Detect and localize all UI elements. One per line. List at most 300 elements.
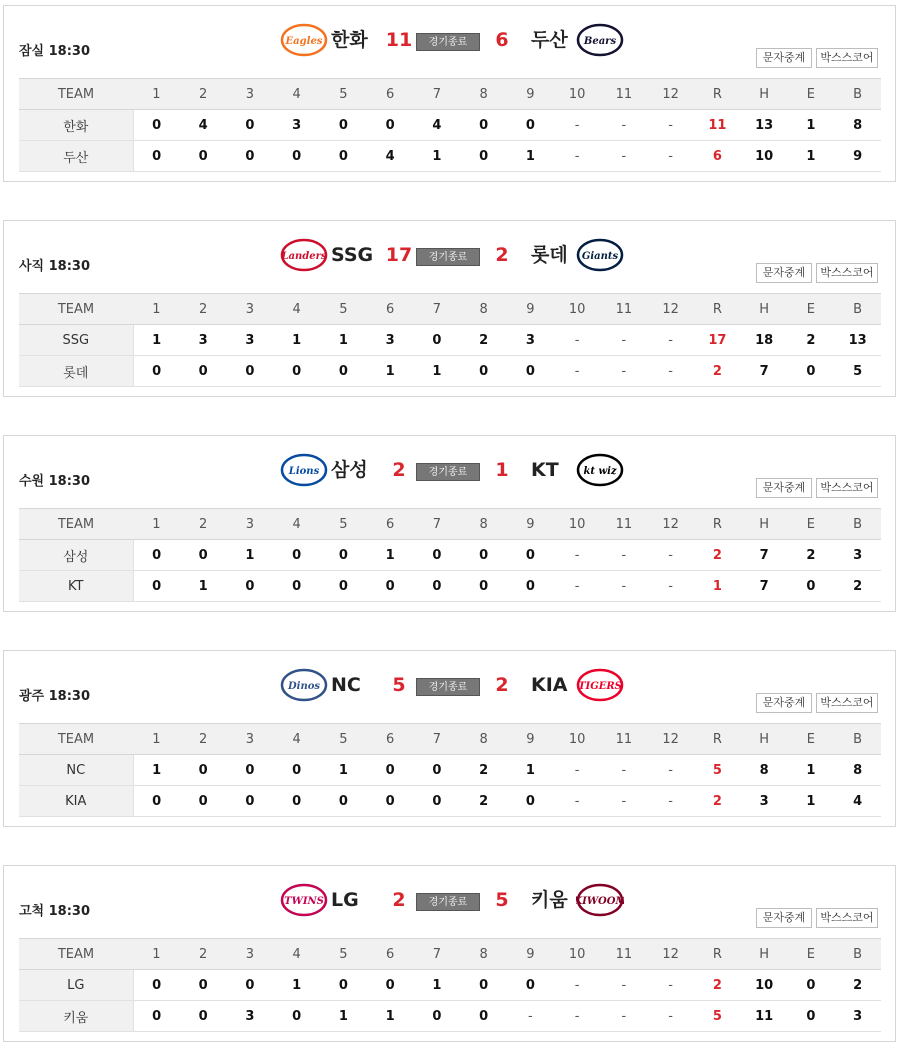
score-cell: 0 <box>133 970 180 1001</box>
score-cell: 0 <box>367 970 414 1001</box>
score-cell: 1 <box>227 540 274 571</box>
column-header: 3 <box>227 79 274 110</box>
score-cell: 3 <box>741 786 788 817</box>
score-cell: - <box>601 1001 648 1032</box>
table-row <box>19 571 881 602</box>
column-header: 3 <box>227 294 274 325</box>
score-cell: 0 <box>273 141 320 172</box>
score-cell: 0 <box>227 571 274 602</box>
score-cell: 3 <box>227 1001 274 1032</box>
column-header: B <box>834 294 881 325</box>
score-cell: 0 <box>180 755 227 786</box>
dinos-logo <box>280 667 328 703</box>
score-cell: 1 <box>133 325 180 356</box>
score-cell: 0 <box>460 540 507 571</box>
home-team-name: KT <box>531 459 559 481</box>
team-cell: 키움 <box>19 1001 133 1032</box>
column-header: 1 <box>133 294 180 325</box>
column-header: R <box>694 294 741 325</box>
score-cell: 5 <box>694 755 741 786</box>
score-cell: 0 <box>320 540 367 571</box>
score-cell: 1 <box>320 1001 367 1032</box>
tigers-logo <box>576 667 624 703</box>
team-cell: SSG <box>19 325 133 356</box>
scoreboard-table <box>19 938 881 1032</box>
game-card <box>3 650 896 827</box>
column-header: 7 <box>414 294 461 325</box>
score-cell: - <box>647 540 694 571</box>
score-cell: 11 <box>741 1001 788 1032</box>
away-team-score: 5 <box>392 674 406 696</box>
column-header: 7 <box>414 939 461 970</box>
home-team-score: 2 <box>495 674 509 696</box>
score-cell: 0 <box>320 356 367 387</box>
column-header: 6 <box>367 509 414 540</box>
score-cell: 0 <box>320 141 367 172</box>
column-header: 9 <box>507 724 554 755</box>
column-header: 12 <box>647 509 694 540</box>
column-header: B <box>834 79 881 110</box>
table-row <box>19 141 881 172</box>
score-cell: 1 <box>367 1001 414 1032</box>
column-header: 1 <box>133 79 180 110</box>
column-header: 12 <box>647 79 694 110</box>
score-cell: 0 <box>460 356 507 387</box>
team-cell: LG <box>19 970 133 1001</box>
away-team-name: LG <box>331 889 359 911</box>
svg-text:TWINS: TWINS <box>284 896 324 907</box>
score-cell: - <box>554 755 601 786</box>
away-team-name: NC <box>331 674 361 696</box>
table-header-row <box>19 79 881 110</box>
score-cell: 1 <box>414 356 461 387</box>
column-header: 3 <box>227 724 274 755</box>
score-cell: 0 <box>460 970 507 1001</box>
score-cell: 0 <box>180 970 227 1001</box>
svg-text:Giants: Giants <box>581 251 619 262</box>
score-cell: 2 <box>694 356 741 387</box>
column-header: 11 <box>601 939 648 970</box>
column-header: TEAM <box>19 939 133 970</box>
scoreboard-table <box>19 293 881 387</box>
team-cell: 두산 <box>19 141 133 172</box>
score-cell: 0 <box>414 786 461 817</box>
column-header: B <box>834 509 881 540</box>
score-cell: 0 <box>367 755 414 786</box>
column-header: 8 <box>460 724 507 755</box>
column-header: H <box>741 939 788 970</box>
table-row <box>19 755 881 786</box>
score-cell: 0 <box>507 970 554 1001</box>
column-header: 2 <box>180 939 227 970</box>
score-cell: 0 <box>180 1001 227 1032</box>
table-row <box>19 540 881 571</box>
score-cell: 0 <box>227 356 274 387</box>
column-header: 5 <box>320 509 367 540</box>
score-cell: 10 <box>741 970 788 1001</box>
svg-text:kt wiz: kt wiz <box>583 466 617 477</box>
score-cell: 0 <box>367 786 414 817</box>
score-cell: 0 <box>460 110 507 141</box>
score-cell: 0 <box>414 1001 461 1032</box>
game-card <box>3 865 896 1042</box>
score-cell: 0 <box>320 970 367 1001</box>
score-cell: - <box>601 356 648 387</box>
column-header: E <box>788 724 835 755</box>
column-header: 5 <box>320 79 367 110</box>
score-cell: 0 <box>273 755 320 786</box>
score-cell: 0 <box>460 1001 507 1032</box>
table-row <box>19 1001 881 1032</box>
score-cell: 3 <box>507 325 554 356</box>
column-header: TEAM <box>19 294 133 325</box>
score-cell: 3 <box>180 325 227 356</box>
score-cell: - <box>554 786 601 817</box>
boxscore-button[interactable]: 박스스코어 <box>816 693 878 713</box>
column-header: 7 <box>414 509 461 540</box>
table-row <box>19 786 881 817</box>
home-team-name: 롯데 <box>531 244 568 266</box>
score-cell: 2 <box>460 755 507 786</box>
column-header: 10 <box>554 724 601 755</box>
score-cell: 0 <box>507 356 554 387</box>
team-cell: KT <box>19 571 133 602</box>
score-cell: 0 <box>133 356 180 387</box>
column-header: TEAM <box>19 509 133 540</box>
column-header: E <box>788 294 835 325</box>
score-cell: 0 <box>320 786 367 817</box>
home-team-score: 6 <box>495 29 509 51</box>
score-cell: 0 <box>367 571 414 602</box>
column-header: 12 <box>647 939 694 970</box>
score-cell: - <box>554 540 601 571</box>
score-cell: - <box>647 141 694 172</box>
home-team-score: 2 <box>495 244 509 266</box>
column-header: 6 <box>367 79 414 110</box>
score-cell: 1 <box>273 970 320 1001</box>
svg-text:Landers: Landers <box>281 251 327 262</box>
score-cell: 0 <box>273 356 320 387</box>
score-cell: 6 <box>694 141 741 172</box>
score-cell: - <box>647 1001 694 1032</box>
game-card <box>3 5 896 182</box>
score-cell: - <box>554 571 601 602</box>
game-card <box>3 435 896 612</box>
team-cell: 삼성 <box>19 540 133 571</box>
scoreboard-table <box>19 78 881 172</box>
score-cell: 1 <box>788 786 835 817</box>
score-cell: 1 <box>320 325 367 356</box>
score-cell: 1 <box>180 571 227 602</box>
score-cell: 0 <box>273 571 320 602</box>
column-header: 5 <box>320 724 367 755</box>
column-header: 3 <box>227 939 274 970</box>
score-cell: 0 <box>414 755 461 786</box>
svg-text:Bears: Bears <box>583 36 617 47</box>
score-cell: 0 <box>227 110 274 141</box>
scoreboard-table <box>19 723 881 817</box>
score-cell: 0 <box>133 786 180 817</box>
score-cell: 0 <box>273 786 320 817</box>
score-cell: 9 <box>834 141 881 172</box>
score-cell: 3 <box>227 325 274 356</box>
score-cell: 1 <box>133 755 180 786</box>
venue-time: 고척 18:30 <box>19 904 91 919</box>
score-cell: 2 <box>694 970 741 1001</box>
score-cell: 0 <box>180 786 227 817</box>
score-cell: 0 <box>507 786 554 817</box>
column-header: E <box>788 509 835 540</box>
score-cell: - <box>554 970 601 1001</box>
score-cell: 0 <box>460 571 507 602</box>
table-row <box>19 356 881 387</box>
score-cell: 0 <box>227 970 274 1001</box>
away-team-score: 17 <box>385 244 413 266</box>
column-header: R <box>694 509 741 540</box>
score-cell: - <box>601 325 648 356</box>
score-cell: 8 <box>834 755 881 786</box>
sms-relay-button[interactable]: 문자중계 <box>756 908 812 928</box>
sms-relay-button[interactable]: 문자중계 <box>756 48 812 68</box>
column-header: E <box>788 939 835 970</box>
table-row <box>19 110 881 141</box>
column-header: 1 <box>133 724 180 755</box>
home-team-name: 키움 <box>531 889 568 911</box>
team-cell: KIA <box>19 786 133 817</box>
score-cell: - <box>647 356 694 387</box>
column-header: 7 <box>414 724 461 755</box>
boxscore-button[interactable]: 박스스코어 <box>816 478 878 498</box>
away-team-score: 2 <box>392 459 406 481</box>
sms-relay-button[interactable]: 문자중계 <box>756 478 812 498</box>
boxscore-button[interactable]: 박스스코어 <box>816 48 878 68</box>
game-status-badge: 경기종료 <box>416 33 480 51</box>
game-status-badge: 경기종료 <box>416 248 480 266</box>
column-header: 4 <box>273 79 320 110</box>
home-team-score: 1 <box>495 459 509 481</box>
score-cell: 0 <box>788 571 835 602</box>
team-cell: 롯데 <box>19 356 133 387</box>
score-cell: 5 <box>694 1001 741 1032</box>
column-header: 6 <box>367 294 414 325</box>
ktwiz-logo <box>576 452 624 488</box>
score-cell: - <box>601 571 648 602</box>
column-header: E <box>788 79 835 110</box>
score-cell: 3 <box>834 1001 881 1032</box>
venue-time: 광주 18:30 <box>19 689 91 704</box>
score-cell: 0 <box>133 141 180 172</box>
score-cell: 18 <box>741 325 788 356</box>
table-row <box>19 325 881 356</box>
column-header: 5 <box>320 939 367 970</box>
score-cell: 13 <box>834 325 881 356</box>
column-header: 8 <box>460 294 507 325</box>
score-cell: 1 <box>320 755 367 786</box>
sms-relay-button[interactable]: 문자중계 <box>756 693 812 713</box>
landers-logo <box>280 237 328 273</box>
score-cell: 0 <box>133 540 180 571</box>
score-cell: 2 <box>788 325 835 356</box>
column-header: 4 <box>273 939 320 970</box>
score-cell: 0 <box>320 571 367 602</box>
score-cell: 4 <box>367 141 414 172</box>
score-cell: 0 <box>133 571 180 602</box>
column-header: 9 <box>507 509 554 540</box>
score-cell: 17 <box>694 325 741 356</box>
score-cell: 8 <box>741 755 788 786</box>
column-header: 10 <box>554 294 601 325</box>
column-header: H <box>741 724 788 755</box>
venue-time: 사직 18:30 <box>19 259 91 274</box>
home-team-score: 5 <box>495 889 509 911</box>
score-cell: 8 <box>834 110 881 141</box>
score-cell: 0 <box>507 540 554 571</box>
score-cell: 2 <box>694 786 741 817</box>
score-cell: 0 <box>507 571 554 602</box>
table-header-row <box>19 939 881 970</box>
home-team-name: 두산 <box>531 29 568 51</box>
score-cell: 0 <box>227 755 274 786</box>
away-team-score: 2 <box>392 889 406 911</box>
score-cell: 0 <box>320 110 367 141</box>
column-header: 12 <box>647 294 694 325</box>
score-cell: 1 <box>788 110 835 141</box>
score-cell: - <box>647 571 694 602</box>
table-header-row <box>19 509 881 540</box>
score-cell: 2 <box>834 571 881 602</box>
eagles-logo <box>280 22 328 58</box>
sms-relay-button[interactable]: 문자중계 <box>756 263 812 283</box>
column-header: 5 <box>320 294 367 325</box>
boxscore-button[interactable]: 박스스코어 <box>816 263 878 283</box>
score-cell: 0 <box>367 110 414 141</box>
column-header: 8 <box>460 939 507 970</box>
score-cell: 3 <box>273 110 320 141</box>
game-card <box>3 220 896 397</box>
column-header: 8 <box>460 79 507 110</box>
score-cell: - <box>647 325 694 356</box>
score-cell: 7 <box>741 540 788 571</box>
score-cell: 0 <box>414 571 461 602</box>
score-cell: 2 <box>460 325 507 356</box>
column-header: 2 <box>180 79 227 110</box>
score-cell: - <box>554 356 601 387</box>
score-cell: - <box>647 755 694 786</box>
score-cell: 2 <box>788 540 835 571</box>
column-header: 11 <box>601 509 648 540</box>
score-cell: 2 <box>694 540 741 571</box>
twins-logo <box>280 882 328 918</box>
column-header: B <box>834 939 881 970</box>
score-cell: 7 <box>741 571 788 602</box>
column-header: 3 <box>227 509 274 540</box>
column-header: 9 <box>507 294 554 325</box>
column-header: 11 <box>601 294 648 325</box>
column-header: 4 <box>273 294 320 325</box>
column-header: H <box>741 509 788 540</box>
column-header: R <box>694 724 741 755</box>
score-cell: - <box>601 970 648 1001</box>
score-cell: 0 <box>788 356 835 387</box>
score-cell: 1 <box>414 141 461 172</box>
score-cell: - <box>647 786 694 817</box>
score-cell: - <box>554 141 601 172</box>
score-cell: - <box>507 1001 554 1032</box>
column-header: H <box>741 79 788 110</box>
score-cell: 3 <box>834 540 881 571</box>
team-cell: NC <box>19 755 133 786</box>
score-cell: - <box>554 110 601 141</box>
score-cell: 0 <box>180 540 227 571</box>
score-cell: 0 <box>507 110 554 141</box>
score-cell: 0 <box>788 1001 835 1032</box>
game-status-badge: 경기종료 <box>416 463 480 481</box>
away-team-name: 한화 <box>331 29 368 51</box>
venue-time: 잠실 18:30 <box>19 44 91 59</box>
svg-text:Eagles: Eagles <box>285 36 323 47</box>
column-header: 6 <box>367 724 414 755</box>
column-header: 11 <box>601 79 648 110</box>
score-cell: 10 <box>741 141 788 172</box>
score-cell: 0 <box>227 141 274 172</box>
svg-text:TIGERS: TIGERS <box>578 681 622 692</box>
score-cell: 1 <box>367 356 414 387</box>
score-cell: 4 <box>414 110 461 141</box>
score-cell: 1 <box>273 325 320 356</box>
column-header: 4 <box>273 509 320 540</box>
score-cell: 1 <box>507 755 554 786</box>
svg-text:Dinos: Dinos <box>287 681 321 692</box>
column-header: 7 <box>414 79 461 110</box>
venue-time: 수원 18:30 <box>19 474 91 489</box>
score-cell: 1 <box>507 141 554 172</box>
scoreboard-table <box>19 508 881 602</box>
column-header: 8 <box>460 509 507 540</box>
score-cell: 0 <box>273 540 320 571</box>
home-team-name: KIA <box>531 674 568 696</box>
score-cell: - <box>554 1001 601 1032</box>
kiwoom-logo <box>576 882 624 918</box>
score-cell: 4 <box>180 110 227 141</box>
score-cell: - <box>554 325 601 356</box>
score-cell: 7 <box>741 356 788 387</box>
score-cell: 5 <box>834 356 881 387</box>
column-header: 12 <box>647 724 694 755</box>
column-header: 10 <box>554 939 601 970</box>
column-header: 9 <box>507 939 554 970</box>
column-header: 10 <box>554 79 601 110</box>
column-header: B <box>834 724 881 755</box>
column-header: TEAM <box>19 724 133 755</box>
boxscore-button[interactable]: 박스스코어 <box>816 908 878 928</box>
column-header: 1 <box>133 939 180 970</box>
away-team-score: 11 <box>385 29 413 51</box>
score-cell: 0 <box>460 141 507 172</box>
score-cell: 1 <box>788 755 835 786</box>
svg-text:KIWOOM: KIWOOM <box>576 896 624 907</box>
score-cell: 0 <box>133 1001 180 1032</box>
score-cell: 0 <box>414 325 461 356</box>
giants-logo <box>576 237 624 273</box>
column-header: 6 <box>367 939 414 970</box>
score-cell: - <box>601 786 648 817</box>
score-cell: 13 <box>741 110 788 141</box>
score-cell: 1 <box>694 571 741 602</box>
column-header: R <box>694 79 741 110</box>
score-cell: - <box>601 540 648 571</box>
score-cell: - <box>601 110 648 141</box>
score-cell: 1 <box>414 970 461 1001</box>
